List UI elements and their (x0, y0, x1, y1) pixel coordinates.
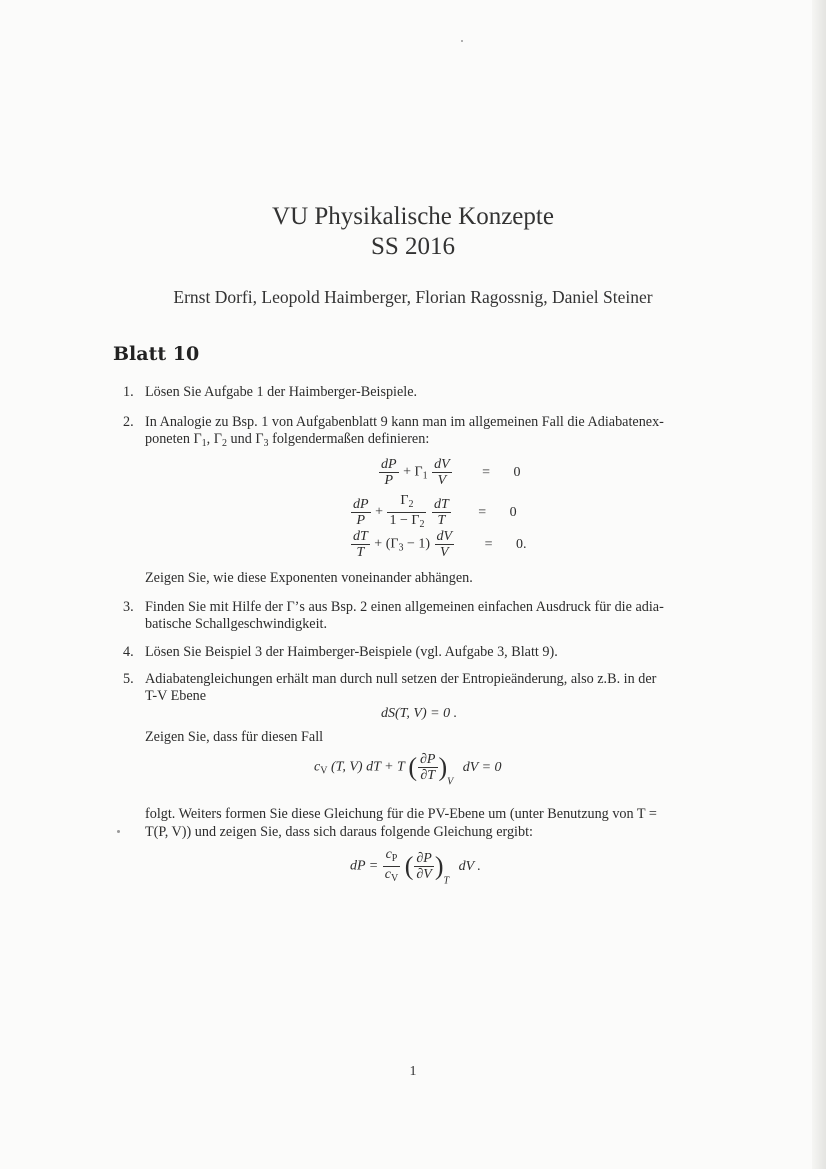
item-text-line1: In Analogie zu Bsp. 1 von Aufgabenblatt 9 kann man im allgemeinen Fall die Adiabatenex- (145, 414, 664, 430)
semester-title: SS 2016 (370, 233, 456, 260)
item-number: 1. (123, 384, 134, 400)
item-number: 3. (123, 599, 134, 615)
item-text-line1: Adiabatengleichungen erhält man durch null setzen der Entropieänderung, also z.B. in der (145, 671, 657, 687)
scan-speck (461, 40, 463, 42)
course-title: VU Physikalische Konzepte (272, 203, 554, 230)
item-text: Lösen Sie Beispiel 3 der Haimberger-Beispiele (vgl. Aufgabe 3, Blatt 9). (145, 644, 558, 660)
item-text-line1: Finden Sie mit Hilfe der Γ’s aus Bsp. 2 einen allgemeinen einfachen Ausdruck für die adia- (145, 599, 664, 615)
item-number: 4. (123, 644, 134, 660)
item-2-conclusion: Zeigen Sie, wie diese Exponenten voneinander abhängen. (145, 570, 473, 586)
item-number: 5. (123, 671, 134, 687)
item-3-line2: batische Schallgeschwindigkeit. (145, 616, 328, 632)
equation-gamma3: $\frac{dT}{T}$ + $(\Gamma_3 - 1)$ $\frac{dV}{V}$ = 0. (353, 529, 527, 560)
scan-speck (117, 830, 120, 833)
item-5-text3a: folgt. Weiters formen Sie diese Gleichung für die PV-Ebene um (unter Benutzung von T = (145, 806, 657, 822)
item-text: Lösen Sie Aufgabe 1 der Haimberger-Beispiele. (145, 384, 418, 400)
equation-gamma1: $\frac{dP}{P}$ + $\Gamma_1$ $\frac{dV}{V}$ = 0 (381, 457, 521, 488)
exercise-item-1 (123, 383, 703, 401)
exercise-item-2 (123, 413, 703, 431)
equation-dp: dP = $\frac{c_P}{c_V}$ ( $\frac{\partial P}{\partial V}$ )$_T$ dV . (350, 847, 481, 887)
item-number: 2. (123, 414, 134, 430)
item-5-line2: T-V Ebene (145, 688, 207, 704)
equation-gamma2: $\frac{dP}{P}$ + $\frac{\Gamma_2}{1 - \Gamma_2}$ $\frac{dT}{T}$ = 0 (353, 493, 517, 530)
page-number: 1 (409, 1064, 417, 1079)
exercise-item-5 (123, 670, 703, 688)
page-edge-shadow (812, 0, 826, 1169)
equation-cv: $c_V$ (T, V) dT + T ( $\frac{\partial P}{\partial T}$ )$_V$ dV = 0 (314, 752, 502, 788)
item-2-line2: poneten $\Gamma_1$, $\Gamma_2$ und $\Gamma_3$ folgendermaßen definieren: (145, 431, 430, 449)
sheet-title: Blatt 10 (113, 343, 200, 365)
exercise-item-4 (123, 643, 703, 661)
author-list: Ernst Dorfi, Leopold Haimberger, Florian Ragossnig, Daniel Steiner (173, 287, 653, 307)
equation-entropy: dS(T, V) = 0 . (381, 706, 458, 721)
exercise-item-3 (123, 598, 703, 616)
item-5-text3b: T(P, V)) und zeigen Sie, dass sich daraus folgende Gleichung ergibt: (145, 824, 533, 840)
item-5-text2: Zeigen Sie, dass für diesen Fall (145, 729, 324, 745)
